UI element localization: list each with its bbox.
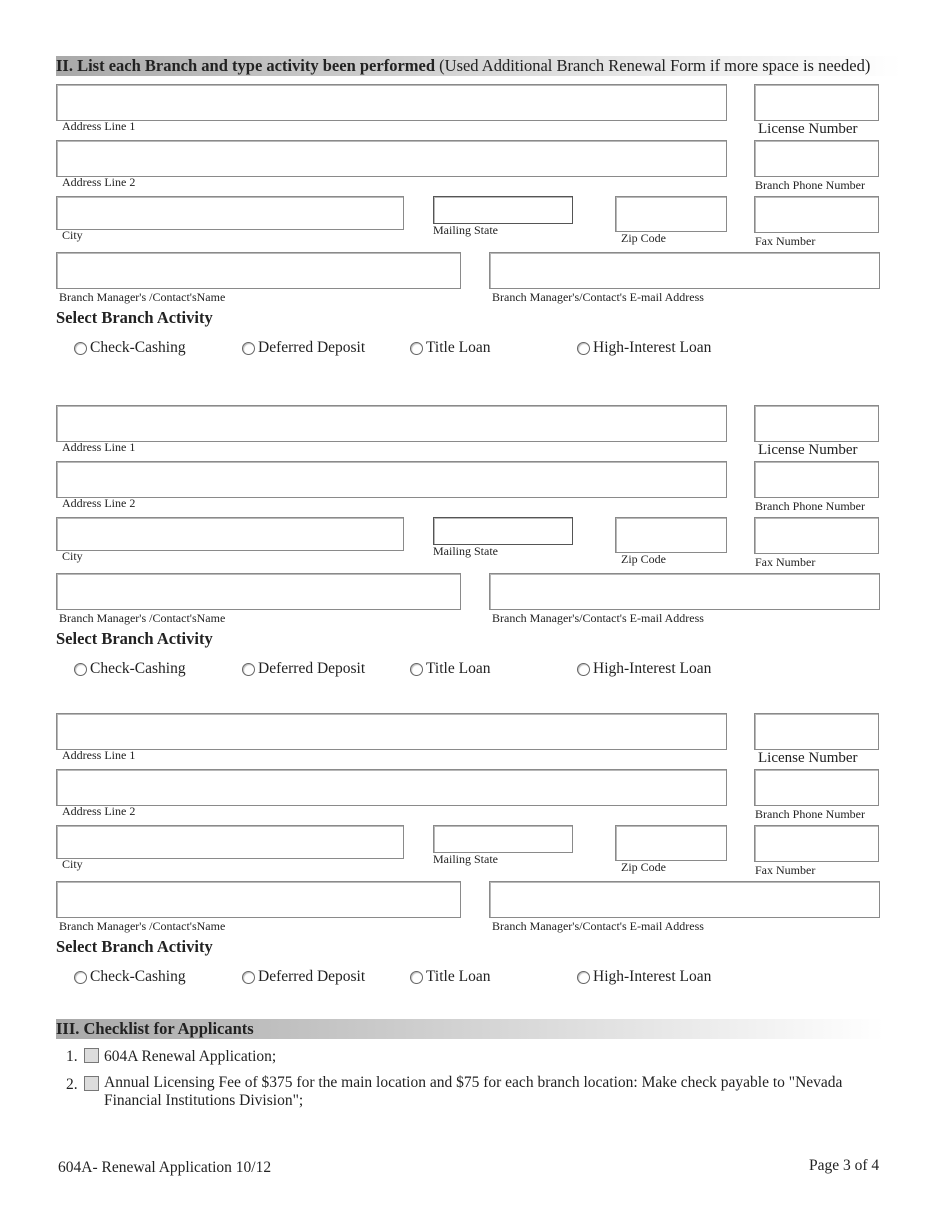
mailing-state-label: Mailing State [433,544,498,558]
license-number-field[interactable] [754,713,879,750]
branch-phone-label: Branch Phone Number [755,178,865,192]
radio-label: High-Interest Loan [593,339,712,356]
address-line-2-label: Address Line 2 [62,496,136,510]
radio-title-loan[interactable] [410,338,490,358]
radio-circle-icon [410,342,423,355]
radio-title-loan[interactable] [410,659,490,679]
zip-code-field[interactable] [615,517,727,553]
mailing-state-field[interactable] [433,825,573,853]
footer-page-number: Page 3 of 4 [809,1157,880,1174]
license-number-label: License Number [758,750,858,766]
branch-phone-label: Branch Phone Number [755,807,865,821]
zip-code-field[interactable] [615,196,727,232]
checklist-item-number: 1. [66,1048,78,1065]
radio-check-cashing[interactable] [74,338,186,358]
section-3-title: III. Checklist for Applicants [56,1019,254,1038]
radio-check-cashing[interactable] [74,659,186,679]
radio-deferred-deposit[interactable] [242,967,365,987]
city-label: City [62,857,83,871]
license-number-field[interactable] [754,405,879,442]
radio-high-interest-loan[interactable] [577,338,711,358]
address-line-1-field[interactable] [56,405,727,442]
radio-label: High-Interest Loan [593,968,712,985]
section-2-header [56,56,902,76]
manager-email-field[interactable] [489,573,880,610]
radio-label: Title Loan [426,660,491,677]
city-label: City [62,549,83,563]
address-line-2-label: Address Line 2 [62,804,136,818]
radio-label: Deferred Deposit [258,968,366,985]
mailing-state-field[interactable] [433,517,573,545]
footer-form-id: 604A- Renewal Application 10/12 [58,1159,272,1176]
checklist-item-text: 604A Renewal Application; [104,1048,277,1065]
fax-number-field[interactable] [754,517,879,554]
city-field[interactable] [56,517,404,551]
radio-label: Check-Cashing [90,660,186,677]
manager-email-label: Branch Manager's/Contact's E-mail Address [492,919,704,933]
checklist-item-1 [66,1048,886,1068]
fax-number-label: Fax Number [755,234,816,248]
radio-circle-icon [74,663,87,676]
address-line-1-field[interactable] [56,84,727,121]
radio-deferred-deposit[interactable] [242,338,365,358]
city-field[interactable] [56,196,404,230]
radio-label: Deferred Deposit [258,660,366,677]
license-number-label: License Number [758,442,858,458]
mailing-state-label: Mailing State [433,223,498,237]
section-2-subtitle: (Used Additional Branch Renewal Form if more space is needed) [435,56,871,75]
radio-label: High-Interest Loan [593,660,712,677]
radio-circle-icon [577,971,590,984]
zip-code-label: Zip Code [621,552,666,566]
address-line-1-label: Address Line 1 [62,748,136,762]
manager-name-label: Branch Manager's /Contact'sName [59,611,226,625]
checklist-item-text: Annual Licensing Fee of $375 for the main location and $75 for each branch location: Make check payable to "Nevada Financial Institutions Division"; [104,1074,843,1109]
zip-code-label: Zip Code [621,231,666,245]
radio-check-cashing[interactable] [74,967,186,987]
radio-label: Deferred Deposit [258,339,366,356]
checklist-checkbox-2[interactable] [84,1076,99,1091]
branch-phone-field[interactable] [754,769,879,806]
fax-number-label: Fax Number [755,555,816,569]
manager-name-field[interactable] [56,252,461,289]
manager-name-field[interactable] [56,881,461,918]
zip-code-field[interactable] [615,825,727,861]
section-2-title: II. List each Branch and type activity been performed [56,56,436,75]
radio-circle-icon [577,663,590,676]
fax-number-field[interactable] [754,825,879,862]
manager-name-label: Branch Manager's /Contact'sName [59,919,226,933]
fax-number-label: Fax Number [755,863,816,877]
select-branch-activity-label: Select Branch Activity [56,308,213,327]
manager-email-label: Branch Manager's/Contact's E-mail Address [492,611,704,625]
radio-circle-icon [242,342,255,355]
manager-name-field[interactable] [56,573,461,610]
radio-label: Check-Cashing [90,339,186,356]
address-line-2-field[interactable] [56,140,727,177]
mailing-state-field[interactable] [433,196,573,224]
branch-phone-label: Branch Phone Number [755,499,865,513]
manager-email-field[interactable] [489,252,880,289]
radio-circle-icon [74,342,87,355]
branch-phone-field[interactable] [754,140,879,177]
radio-high-interest-loan[interactable] [577,659,711,679]
city-label: City [62,228,83,242]
branch-phone-field[interactable] [754,461,879,498]
address-line-2-field[interactable] [56,461,727,498]
radio-label: Title Loan [426,339,491,356]
radio-label: Check-Cashing [90,968,186,985]
checklist-item-number: 2. [66,1076,78,1093]
city-field[interactable] [56,825,404,859]
manager-email-field[interactable] [489,881,880,918]
checklist-checkbox-1[interactable] [84,1048,99,1063]
address-line-1-field[interactable] [56,713,727,750]
license-number-label: License Number [758,121,858,137]
radio-deferred-deposit[interactable] [242,659,365,679]
zip-code-label: Zip Code [621,860,666,874]
license-number-field[interactable] [754,84,879,121]
fax-number-field[interactable] [754,196,879,233]
manager-name-label: Branch Manager's /Contact'sName [59,290,226,304]
address-line-2-label: Address Line 2 [62,175,136,189]
manager-email-label: Branch Manager's/Contact's E-mail Address [492,290,704,304]
address-line-1-label: Address Line 1 [62,119,136,133]
radio-circle-icon [242,971,255,984]
radio-circle-icon [242,663,255,676]
address-line-2-field[interactable] [56,769,727,806]
radio-circle-icon [410,663,423,676]
radio-circle-icon [74,971,87,984]
select-branch-activity-label: Select Branch Activity [56,937,213,956]
radio-circle-icon [577,342,590,355]
radio-high-interest-loan[interactable] [577,967,711,987]
select-branch-activity-label: Select Branch Activity [56,629,213,648]
radio-title-loan[interactable] [410,967,490,987]
checklist-item-2 [66,1074,886,1114]
mailing-state-label: Mailing State [433,852,498,866]
section-3-header [56,1019,884,1039]
radio-circle-icon [410,971,423,984]
address-line-1-label: Address Line 1 [62,440,136,454]
radio-label: Title Loan [426,968,491,985]
